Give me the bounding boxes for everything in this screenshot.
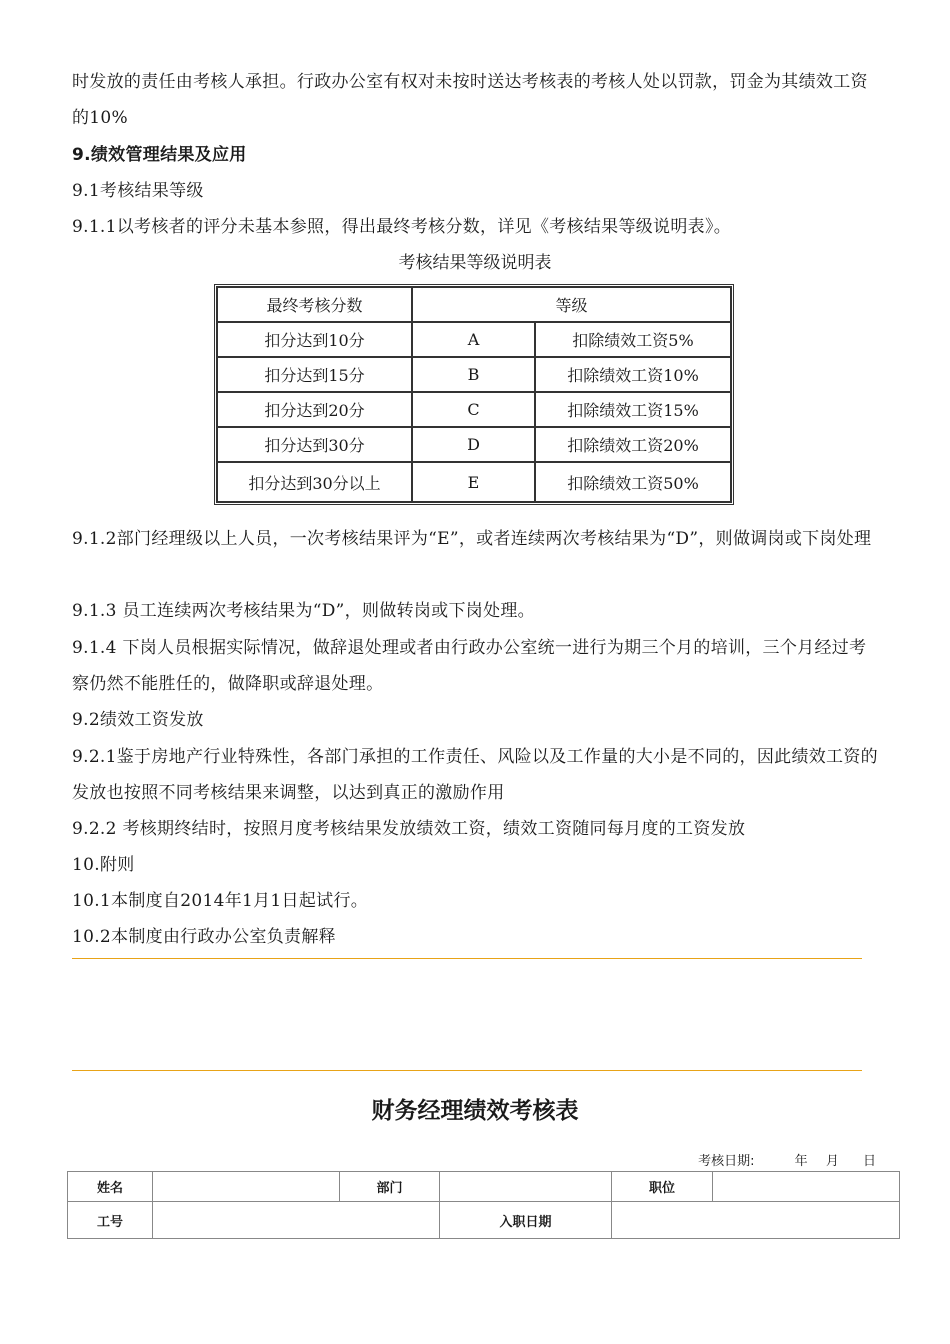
position-label: 职位 <box>612 1172 713 1202</box>
table-row <box>217 322 731 357</box>
grade-table <box>214 284 734 505</box>
score-cell: 扣分达到20分 <box>217 392 412 427</box>
grade-cell: B <box>412 357 535 392</box>
assessment-date-line <box>684 1150 876 1169</box>
paragraph-9-1-2: 9.1.2部门经理级以上人员，一次考核结果评为“E”，或者连续两次考核结果为“D”，则做调岗或下岗处理 <box>72 529 872 549</box>
grade-cell: E <box>412 462 535 502</box>
employee-id-label: 工号 <box>68 1202 153 1239</box>
score-cell: 扣分达到30分 <box>217 427 412 462</box>
paragraph-10-2: 10.2本制度由行政办公室负责解释 <box>72 927 336 947</box>
deduction-cell: 扣除绩效工资50% <box>535 462 731 502</box>
deduction-cell: 扣除绩效工资5% <box>535 322 731 357</box>
hire-date-field[interactable] <box>612 1202 900 1239</box>
grade-cell: A <box>412 322 535 357</box>
header-score: 最终考核分数 <box>217 287 412 322</box>
subsection-heading-9-1: 9.1考核结果等级 <box>72 181 204 201</box>
table-row <box>217 357 731 392</box>
section-heading-9: 9.绩效管理结果及应用 <box>72 145 247 165</box>
form-row <box>68 1172 900 1202</box>
paragraph-9-1-1: 9.1.1以考核者的评分未基本参照，得出最终考核分数，详见《考核结果等级说明表》。 <box>72 217 732 237</box>
date-label: 考核日期: <box>698 1154 755 1169</box>
year-label: 年 <box>794 1154 808 1169</box>
department-label: 部门 <box>340 1172 440 1202</box>
table-row <box>217 392 731 427</box>
table-row <box>217 427 731 462</box>
name-field[interactable] <box>153 1172 340 1202</box>
grade-table-header-row <box>217 287 731 322</box>
position-field[interactable] <box>713 1172 900 1202</box>
name-label: 姓名 <box>68 1172 153 1202</box>
paragraph-9-1-3: 9.1.3 员工连续两次考核结果为“D”，则做转岗或下岗处理。 <box>72 601 535 621</box>
paragraph-9-1-4: 9.1.4 下岗人员根据实际情况，做辞退处理或者由行政办公室统一进行为期三个月的培训，三个月经过考察仍然不能胜任的，做降职或辞退处理。 <box>72 638 867 694</box>
paragraph-penalty: 时发放的责任由考核人承担。行政办公室有权对未按时送达考核表的考核人处以罚款，罚金为其绩效工资的10% <box>72 72 868 128</box>
appraisal-form-table <box>67 1171 900 1239</box>
subsection-heading-9-2: 9.2绩效工资发放 <box>72 710 204 730</box>
grade-cell: D <box>412 427 535 462</box>
grade-table-caption: 考核结果等级说明表 <box>398 253 552 273</box>
score-cell: 扣分达到15分 <box>217 357 412 392</box>
form-row <box>68 1202 900 1239</box>
form-title: 财务经理绩效考核表 <box>371 1098 579 1124</box>
hire-date-label: 入职日期 <box>440 1202 612 1239</box>
paragraph-9-2-2: 9.2.2 考核期终结时，按照月度考核结果发放绩效工资，绩效工资随同每月度的工资发放 <box>72 819 746 839</box>
paragraph-9-2-1: 9.2.1鉴于房地产行业特殊性，各部门承担的工作责任、风险以及工作量的大小是不同的，因此绩效工资的发放也按照不同考核结果来调整，以达到真正的激励作用 <box>72 747 878 803</box>
score-cell: 扣分达到30分以上 <box>217 462 412 502</box>
deduction-cell: 扣除绩效工资10% <box>535 357 731 392</box>
divider-line <box>72 1070 862 1071</box>
table-row <box>217 462 731 502</box>
section-heading-10: 10.附则 <box>72 855 135 875</box>
header-grade: 等级 <box>412 287 731 322</box>
department-field[interactable] <box>440 1172 612 1202</box>
divider-line <box>72 958 862 959</box>
score-cell: 扣分达到10分 <box>217 322 412 357</box>
deduction-cell: 扣除绩效工资15% <box>535 392 731 427</box>
paragraph-10-1: 10.1本制度自2014年1月1日起试行。 <box>72 891 369 911</box>
month-label: 月 <box>825 1154 839 1169</box>
grade-cell: C <box>412 392 535 427</box>
deduction-cell: 扣除绩效工资20% <box>535 427 731 462</box>
employee-id-field[interactable] <box>153 1202 440 1239</box>
day-label: 日 <box>862 1154 876 1169</box>
